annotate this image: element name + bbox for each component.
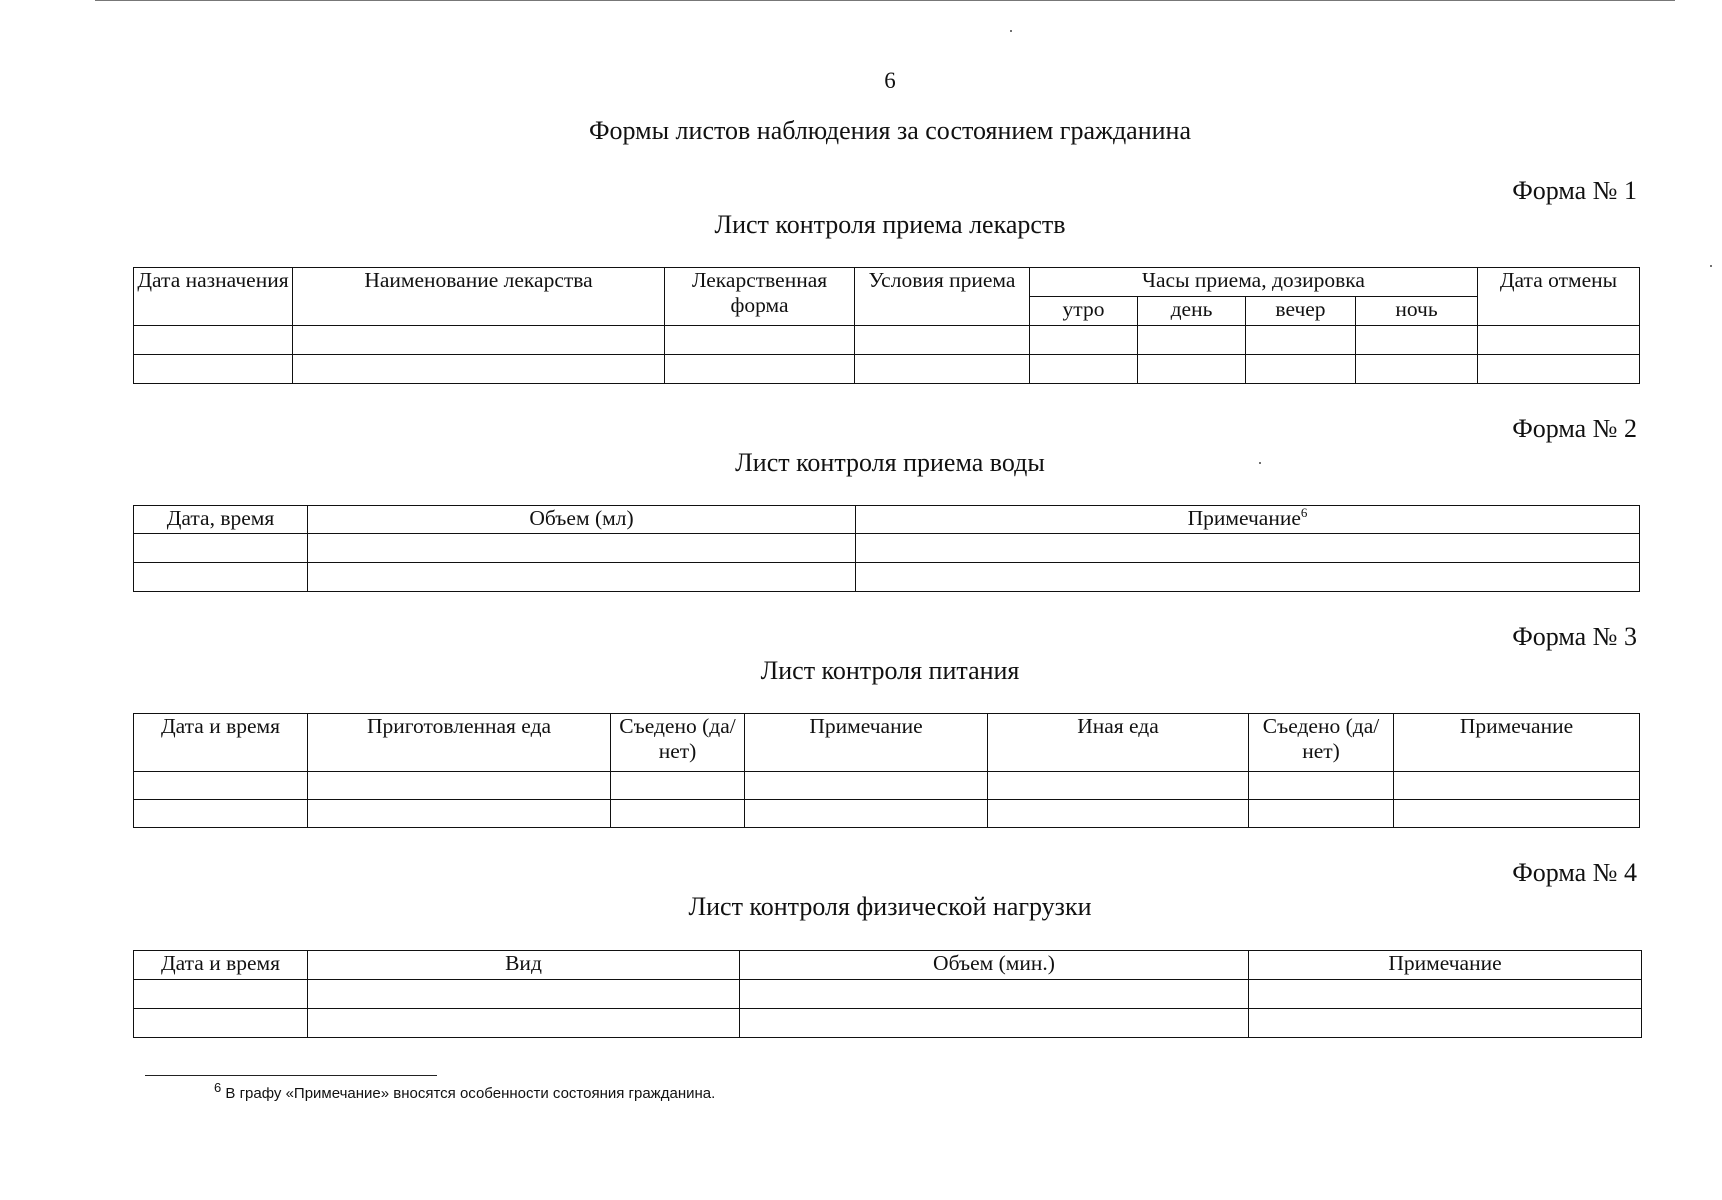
header-medicine-name: Наименование лекарства (293, 268, 665, 326)
table-cell (1030, 326, 1138, 355)
medication-control-table (133, 267, 1640, 384)
table-cell (1246, 355, 1356, 384)
header-night: ночь (1356, 297, 1478, 326)
table-cell (134, 563, 308, 592)
table-cell (134, 800, 308, 828)
table-cell (1394, 800, 1640, 828)
table-cell (1249, 1009, 1642, 1038)
header-dosage-form: Лекарственная форма (665, 268, 855, 326)
header-other-food: Иная еда (988, 714, 1249, 772)
table-cell (308, 563, 856, 592)
top-scan-edge-line (95, 0, 1675, 1)
header-intake-hours-dosage: Часы приема, дозировка (1030, 268, 1478, 297)
form-4-label: Форма № 4 (1512, 858, 1637, 887)
table-cell (134, 534, 308, 563)
table-cell (1394, 772, 1640, 800)
table-cell (856, 563, 1640, 592)
table-cell (1246, 326, 1356, 355)
page-number: 6 (884, 68, 896, 93)
table-cell (1356, 355, 1478, 384)
footnote-separator (145, 1075, 437, 1076)
water-control-table (133, 505, 1640, 592)
form-4-title: Лист контроля физической нагрузки (688, 892, 1092, 921)
header-note-2: Примечание (1394, 714, 1640, 772)
header-datetime: Дата и время (134, 714, 308, 772)
nutrition-control-table (133, 713, 1640, 828)
table-row (134, 1009, 1642, 1038)
header-datetime: Дата, время (134, 506, 308, 534)
footnote (214, 1080, 716, 1102)
table-cell (308, 534, 856, 563)
form-3-title: Лист контроля питания (760, 656, 1020, 685)
table-cell (1478, 326, 1640, 355)
form-2-label: Форма № 2 (1512, 414, 1637, 443)
header-eaten-yes-no-2: Съедено (да/нет) (1249, 714, 1394, 772)
header-eaten-yes-no: Съедено (да/нет) (611, 714, 745, 772)
table-cell (293, 355, 665, 384)
table-row (134, 800, 1640, 828)
header-prescription-date: Дата назначения (134, 268, 293, 326)
table-cell (308, 800, 611, 828)
table-cell (1249, 800, 1394, 828)
table-cell (134, 355, 293, 384)
table-cell (1478, 355, 1640, 384)
header-morning: утро (1030, 297, 1138, 326)
table-cell (611, 772, 745, 800)
table-cell (740, 980, 1249, 1009)
header-kind: Вид (308, 951, 740, 980)
table-cell (134, 1009, 308, 1038)
physical-activity-control-table (133, 950, 1642, 1038)
header-evening: вечер (1246, 297, 1356, 326)
footnote-number: 6 (214, 1080, 222, 1095)
header-note (856, 506, 1640, 534)
table-cell (308, 772, 611, 800)
table-cell (134, 326, 293, 355)
table-cell (855, 326, 1030, 355)
header-cancel-date: Дата отмены (1478, 268, 1640, 326)
header-volume-min: Объем (мин.) (740, 951, 1249, 980)
table-cell (293, 326, 665, 355)
table-cell (665, 355, 855, 384)
table-cell (1249, 772, 1394, 800)
table-cell (1138, 355, 1246, 384)
form-1-title: Лист контроля приема лекарств (714, 210, 1066, 239)
form-2-title: Лист контроля приема воды (735, 448, 1045, 477)
table-row (134, 563, 1640, 592)
table-cell (1249, 980, 1642, 1009)
table-cell (1030, 355, 1138, 384)
table-row (134, 326, 1640, 355)
table-cell (988, 772, 1249, 800)
scan-speck (1010, 30, 1012, 32)
footnote-reference: 6 (1300, 504, 1308, 520)
table-cell (1356, 326, 1478, 355)
table-cell (308, 1009, 740, 1038)
table-cell (611, 800, 745, 828)
table-cell (745, 800, 988, 828)
table-cell (740, 1009, 1249, 1038)
table-cell (134, 772, 308, 800)
table-row (134, 534, 1640, 563)
page-title: Формы листов наблюдения за состоянием гражданина (588, 116, 1192, 145)
header-volume-ml: Объем (мл) (308, 506, 856, 534)
table-cell (1138, 326, 1246, 355)
table-cell (745, 772, 988, 800)
header-note: Примечание (745, 714, 988, 772)
form-1-label: Форма № 1 (1512, 176, 1637, 205)
header-day: день (1138, 297, 1246, 326)
table-cell (856, 534, 1640, 563)
header-note: Примечание (1249, 951, 1642, 980)
table-cell (665, 326, 855, 355)
table-row (134, 772, 1640, 800)
table-cell (855, 355, 1030, 384)
scan-speck (1710, 265, 1712, 267)
table-row (134, 355, 1640, 384)
table-row (134, 980, 1642, 1009)
table-cell (308, 980, 740, 1009)
table-cell (988, 800, 1249, 828)
table-cell (134, 980, 308, 1009)
header-datetime: Дата и время (134, 951, 308, 980)
header-intake-conditions: Условия приема (855, 268, 1030, 326)
footnote-text: В графу «Примечание» вносятся особенности состояния гражданина. (225, 1085, 716, 1102)
form-3-label: Форма № 3 (1512, 622, 1637, 651)
header-note-label: Примечание (1187, 506, 1301, 530)
header-cooked-food: Приготовленная еда (308, 714, 611, 772)
